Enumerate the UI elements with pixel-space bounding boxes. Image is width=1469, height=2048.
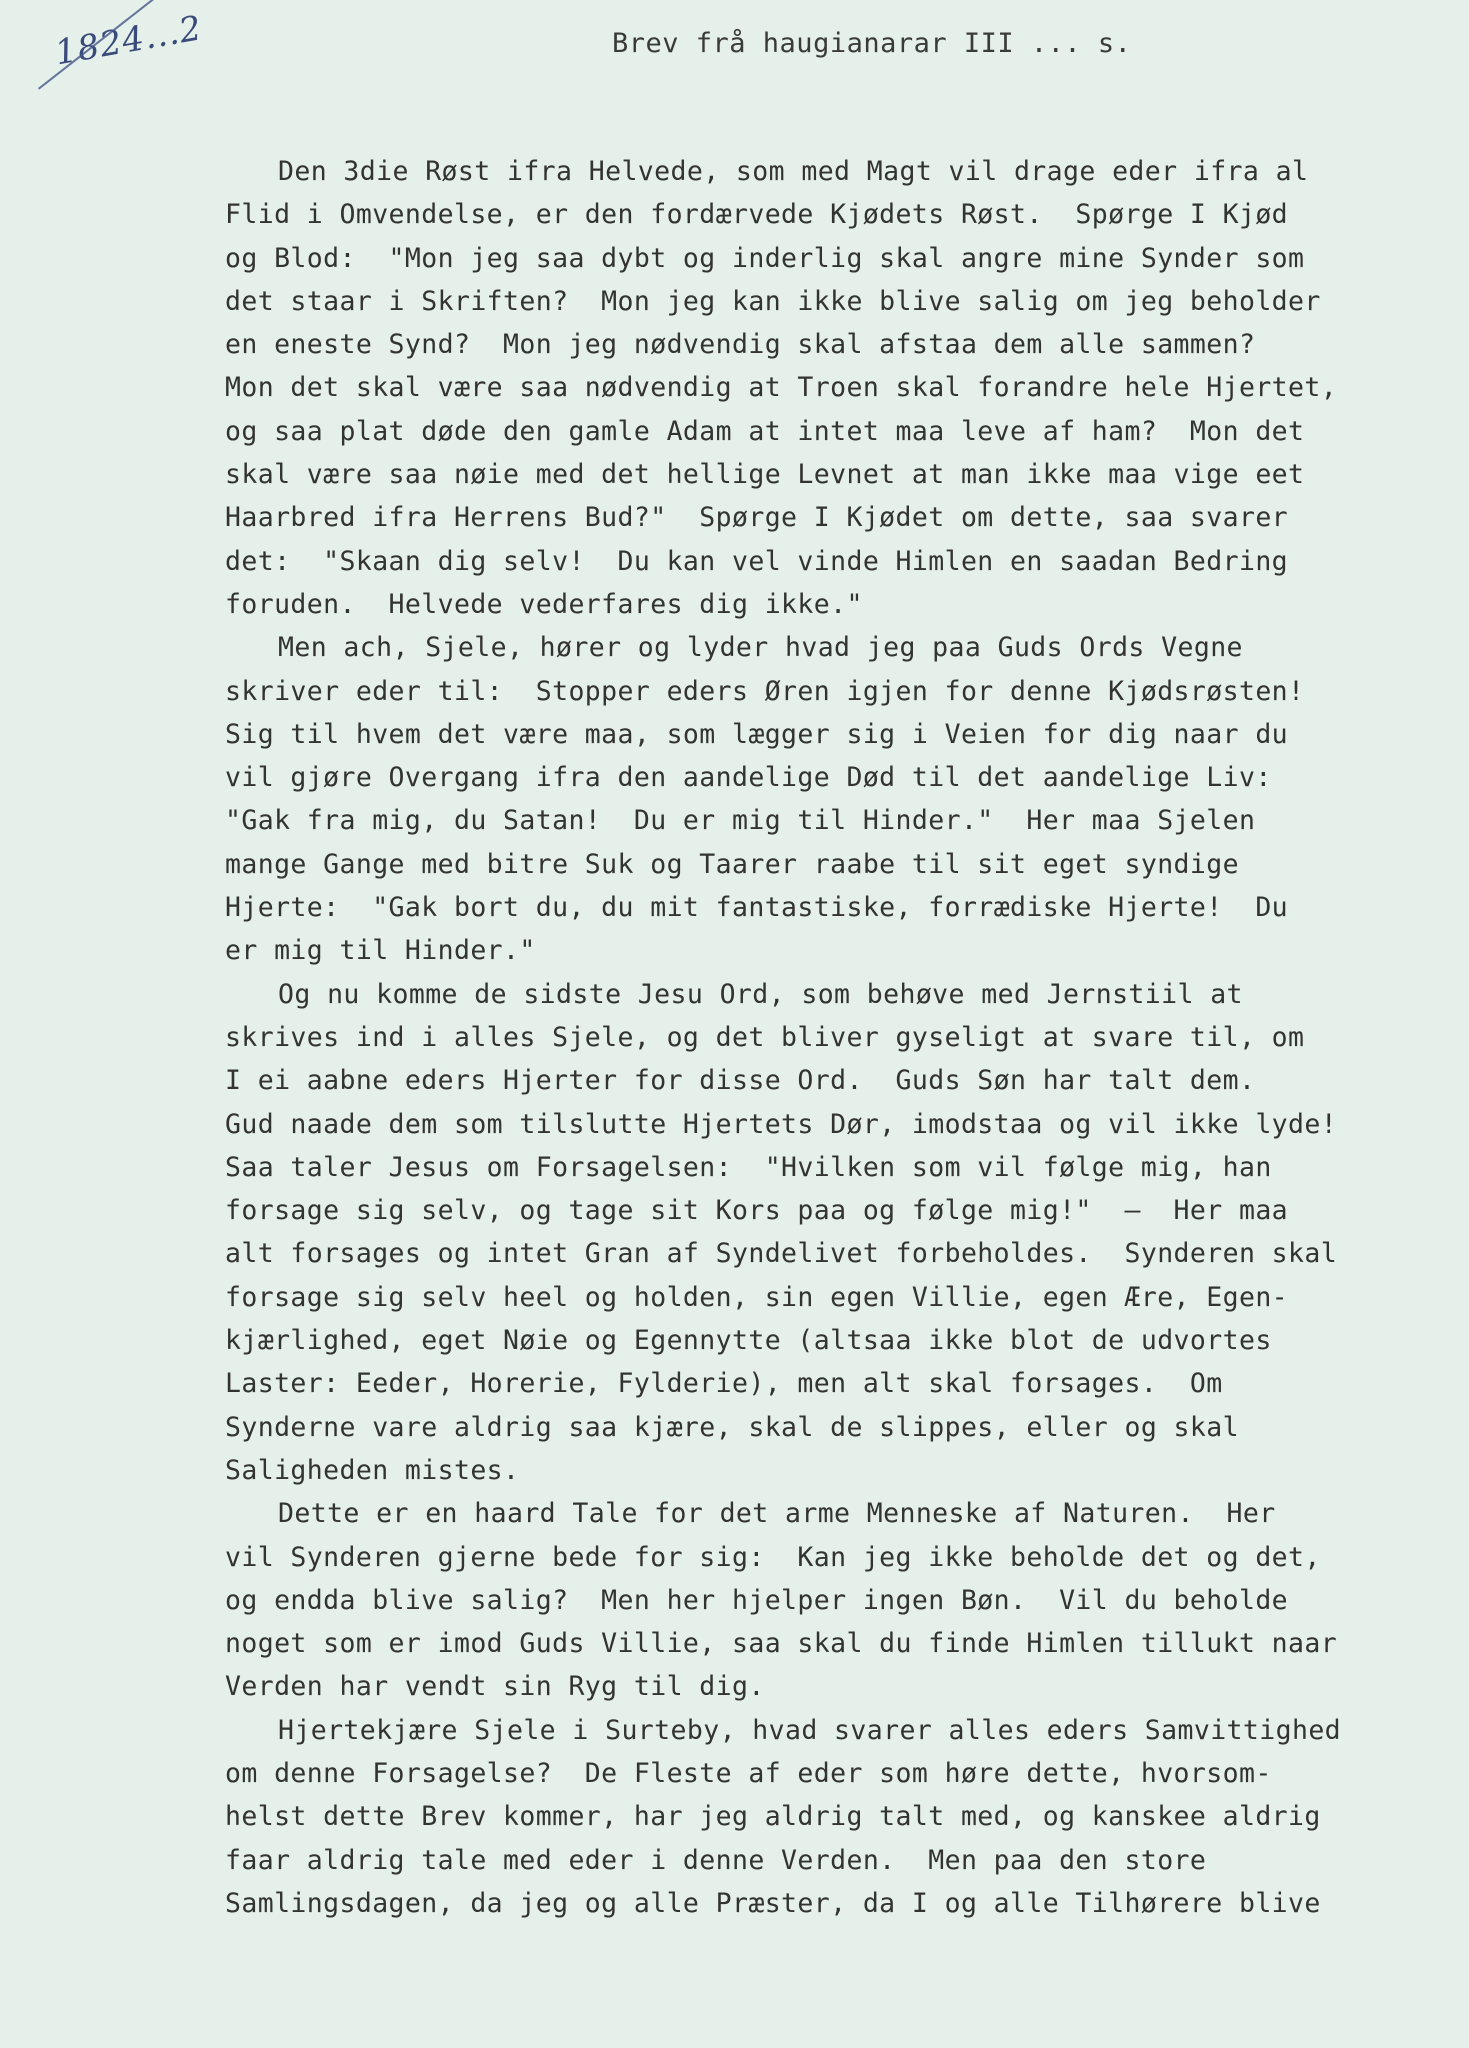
text-line: Den 3die Røst ifra Helvede, som med Magt vil drage eder ifra al (278, 156, 1309, 187)
text-line: Haarbred ifra Herrens Bud?" Spørge I Kjødet om dette, saa svarer (225, 502, 1289, 534)
text-line: Men ach, Sjele, hører og lyder hvad jeg paa Guds Ords Vegne (278, 632, 1243, 664)
text-line: faar aldrig tale med eder i denne Verden. Men paa den store (225, 1844, 1207, 1876)
document-header: Brev frå haugianarar III ... s. (612, 28, 1132, 59)
text-line: Og nu komme de sidste Jesu Ord, som behøve med Jernstiil at (278, 978, 1243, 1010)
text-line: skriver eder til: Stopper eders Øren igjen for denne Kjødsrøsten! (225, 675, 1305, 707)
text-line: Synderne vare aldrig saa kjære, skal de slippes, eller og skal (225, 1411, 1239, 1443)
text-line: en eneste Synd? Mon jeg nødvendig skal afstaa dem alle sammen? (225, 329, 1256, 361)
typed-letter-body (225, 150, 1425, 1925)
text-line: Flid i Omvendelse, er den fordærvede Kjødets Røst. Spørge I Kjød (225, 199, 1289, 231)
text-line: og Blod: "Mon jeg saa dybt og inderlig skal angre mine Synder som (225, 242, 1305, 274)
text-line: er mig til Hinder." (225, 935, 536, 967)
text-line: det staar i Skriften? Mon jeg kan ikke blive salig om jeg beholder (225, 285, 1321, 317)
text-line: vil Synderen gjerne bede for sig: Kan jeg ikke beholde det og det, (225, 1541, 1321, 1573)
text-line: skal være saa nøie med det hellige Levnet at man ikke maa vige eet (225, 459, 1305, 491)
text-line: foruden. Helvede vederfares dig ikke." (225, 588, 863, 620)
text-line: Sig til hvem det være maa, som lægger sig i Veien for dig naar du (225, 718, 1289, 750)
text-line: forsage sig selv, og tage sit Kors paa og følge mig!" — Her maa (225, 1195, 1289, 1227)
text-line: I ei aabne eders Hjerter for disse Ord. Guds Søn har talt dem. (225, 1065, 1256, 1097)
text-line: om denne Forsagelse? De Fleste af eder som høre dette, hvorsom- (225, 1757, 1272, 1789)
text-line: Hjerte: "Gak bort du, du mit fantastiske, forrædiske Hjerte! Du (225, 892, 1289, 924)
text-line: vil gjøre Overgang ifra den aandelige Død til det aandelige Liv: (225, 762, 1272, 794)
text-line: kjærlighed, eget Nøie og Egennytte (altsaa ikke blot de udvortes (225, 1325, 1272, 1357)
text-line: Gud naade dem som tilslutte Hjertets Dør, imodstaa og vil ikke lyde! (225, 1108, 1338, 1140)
text-line: "Gak fra mig, du Satan! Du er mig til Hinder." Her maa Sjelen (225, 805, 1256, 837)
text-line: alt forsages og intet Gran af Syndelivet forbeholdes. Synderen skal (225, 1238, 1338, 1270)
text-line: Verden har vendt sin Ryg til dig. (225, 1671, 765, 1703)
text-line: Samlingsdagen, da jeg og alle Præster, da I og alle Tilhørere blive (225, 1887, 1321, 1919)
text-line: forsage sig selv heel og holden, sin egen Villie, egen Ære, Egen- (225, 1281, 1289, 1313)
text-line: Laster: Eeder, Horerie, Fylderie), men alt skal forsages. Om (225, 1368, 1223, 1400)
text-line: Mon det skal være saa nødvendig at Troen skal forandre hele Hjertet, (225, 372, 1338, 404)
text-line: skrives ind i alles Sjele, og det bliver gyseligt at svare til, om (225, 1021, 1305, 1053)
text-line: det: "Skaan dig selv! Du kan vel vinde Himlen en saadan Bedring (225, 545, 1289, 577)
text-line: Saa taler Jesus om Forsagelsen: "Hvilken som vil følge mig, han (225, 1151, 1272, 1183)
text-line: Saligheden mistes. (225, 1454, 520, 1486)
text-line: mange Gange med bitre Suk og Taarer raabe til sit eget syndige (225, 848, 1239, 880)
text-line: Dette er en haard Tale for det arme Menneske af Naturen. Her (278, 1498, 1276, 1530)
text-line: noget som er imod Guds Villie, saa skal du finde Himlen tillukt naar (225, 1628, 1338, 1660)
text-line: Hjertekjære Sjele i Surteby, hvad svarer alles eders Samvittighed (278, 1714, 1342, 1746)
handwritten-archive-note: 1824...2 (52, 8, 206, 74)
text-line: helst dette Brev kommer, har jeg aldrig talt med, og kanskee aldrig (225, 1801, 1321, 1833)
text-line: og saa plat døde den gamle Adam at intet maa leve af ham? Mon det (225, 415, 1305, 447)
text-line: og endda blive salig? Men her hjelper ingen Bøn. Vil du beholde (225, 1584, 1289, 1616)
